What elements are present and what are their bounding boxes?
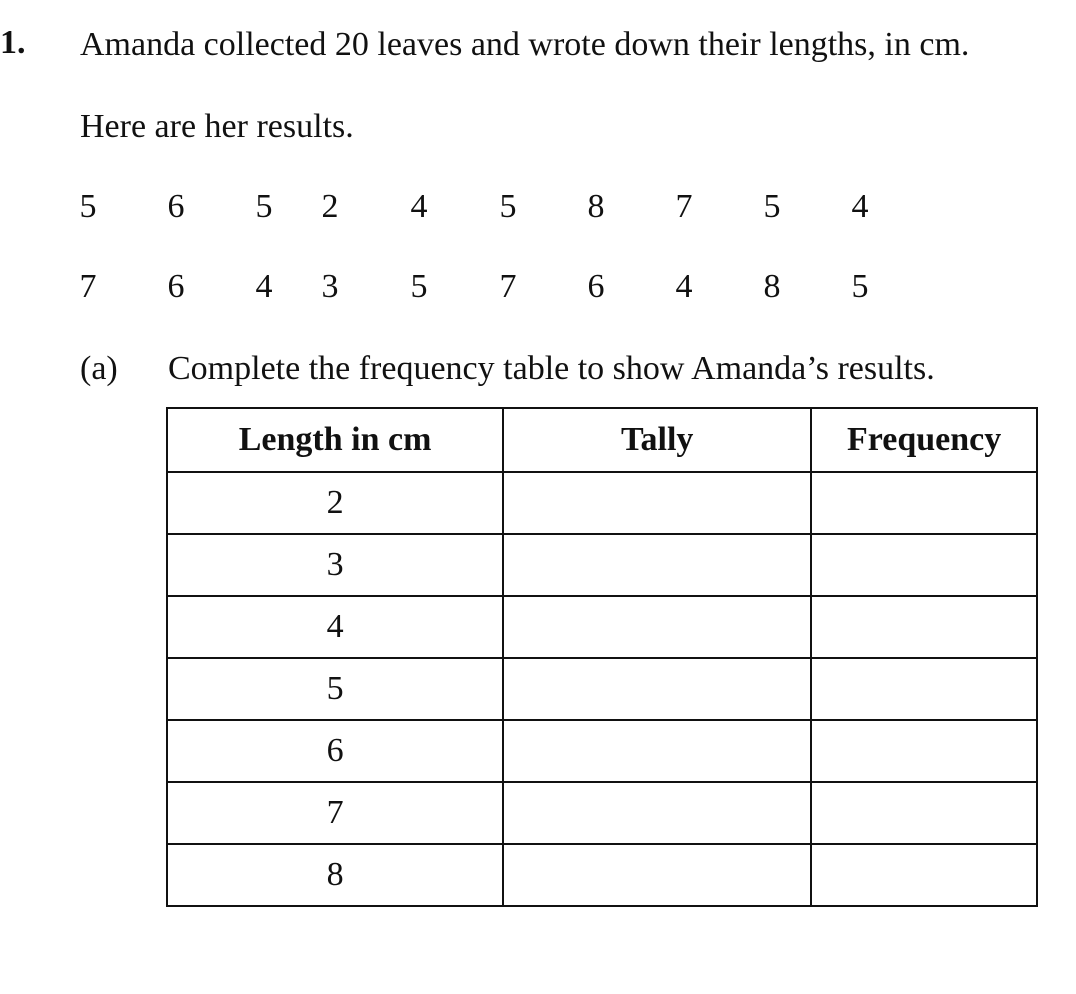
table-row [167, 658, 1037, 720]
frequency-cell[interactable] [811, 596, 1037, 658]
length-cell: 5 [167, 658, 503, 720]
length-cell: 3 [167, 534, 503, 596]
length-cell: 2 [167, 472, 503, 534]
frequency-cell[interactable] [811, 534, 1037, 596]
results-row-1 [0, 188, 1076, 228]
length-cell: 7 [167, 782, 503, 844]
frequency-table [166, 407, 1038, 907]
result-value: 4 [675, 268, 693, 305]
result-value: 5 [499, 188, 517, 225]
result-value: 8 [763, 268, 781, 305]
result-value: 5 [255, 188, 273, 225]
tally-cell[interactable] [503, 782, 811, 844]
result-value: 6 [167, 188, 185, 225]
result-value: 5 [79, 188, 97, 225]
result-value: 4 [255, 268, 273, 305]
length-cell: 8 [167, 844, 503, 906]
frequency-cell[interactable] [811, 782, 1037, 844]
tally-cell[interactable] [503, 596, 811, 658]
frequency-cell[interactable] [811, 844, 1037, 906]
part-a-label: (a) [80, 350, 118, 387]
frequency-cell[interactable] [811, 720, 1037, 782]
result-value: 4 [410, 188, 428, 225]
table-row [167, 596, 1037, 658]
result-value: 2 [321, 188, 339, 225]
result-value: 5 [763, 188, 781, 225]
result-value: 7 [499, 268, 517, 305]
table-row [167, 844, 1037, 906]
result-value: 4 [851, 188, 869, 225]
tally-cell[interactable] [503, 844, 811, 906]
result-value: 7 [79, 268, 97, 305]
header-length: Length in cm [167, 408, 503, 472]
tally-cell[interactable] [503, 472, 811, 534]
tally-cell[interactable] [503, 534, 811, 596]
part-a-instruction: Complete the frequency table to show Amanda’s results. [168, 350, 935, 387]
table-row [167, 720, 1037, 782]
table-row [167, 534, 1037, 596]
header-frequency: Frequency [811, 408, 1037, 472]
question-number: 1. [0, 24, 26, 61]
results-intro: Here are her results. [80, 108, 354, 145]
result-value: 5 [410, 268, 428, 305]
result-value: 3 [321, 268, 339, 305]
header-tally: Tally [503, 408, 811, 472]
result-value: 8 [587, 188, 605, 225]
frequency-cell[interactable] [811, 658, 1037, 720]
tally-cell[interactable] [503, 720, 811, 782]
length-cell: 6 [167, 720, 503, 782]
table-row [167, 472, 1037, 534]
result-value: 6 [587, 268, 605, 305]
question-intro: Amanda collected 20 leaves and wrote down their lengths, in cm. [80, 26, 970, 63]
tally-cell[interactable] [503, 658, 811, 720]
result-value: 7 [675, 188, 693, 225]
result-value: 6 [167, 268, 185, 305]
frequency-cell[interactable] [811, 472, 1037, 534]
length-cell: 4 [167, 596, 503, 658]
results-row-2 [0, 268, 1076, 308]
table-header-row [167, 408, 1037, 472]
result-value: 5 [851, 268, 869, 305]
table-row [167, 782, 1037, 844]
